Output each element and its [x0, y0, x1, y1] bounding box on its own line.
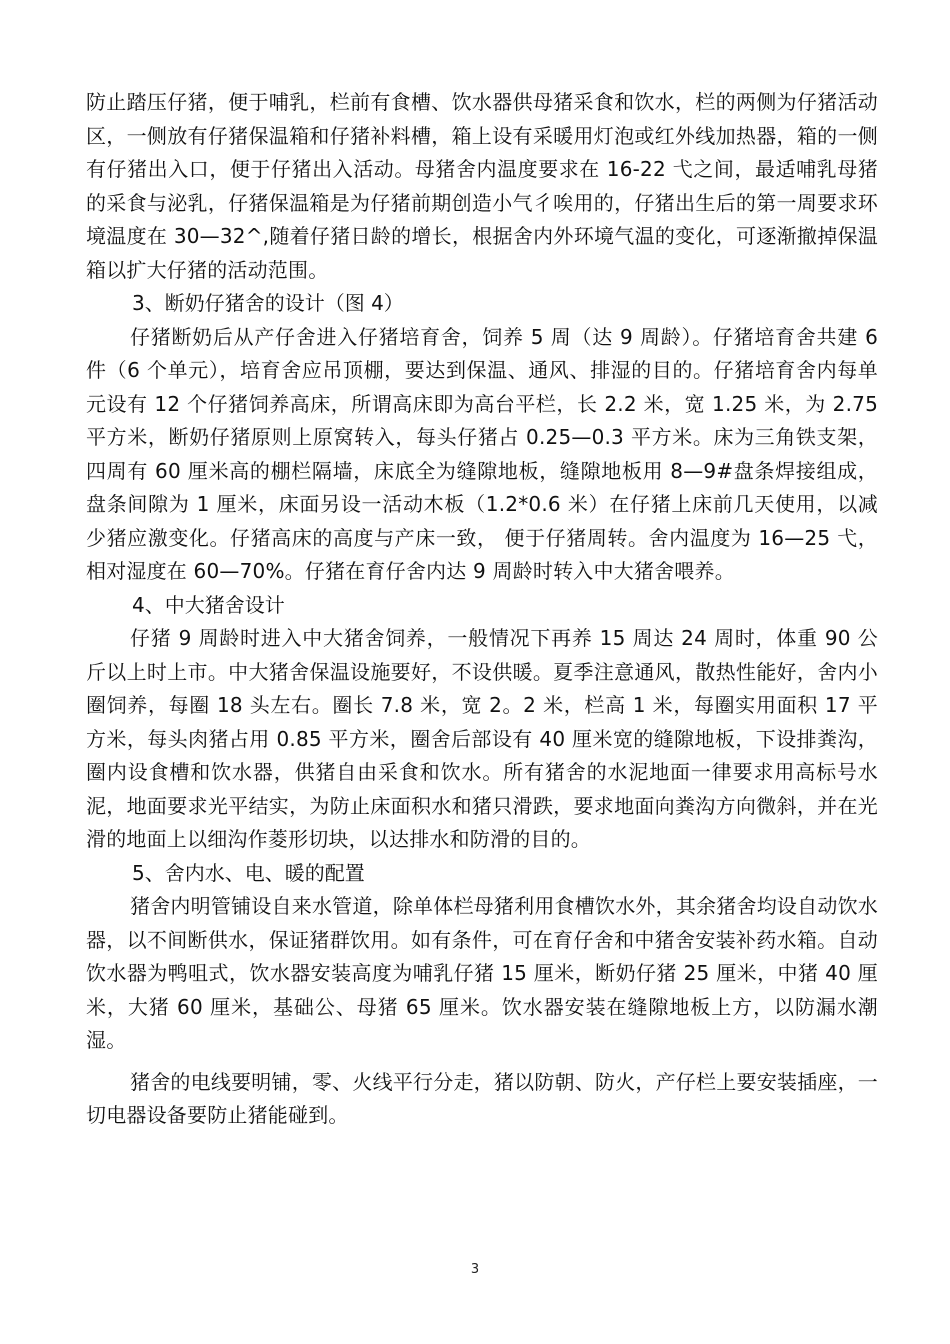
paragraph-farrowing-continued: 防止踏压仔猪，便于哺乳，栏前有食槽、饮水器供母猪采食和饮水，栏的两侧为仔猪活动区，一侧放有仔猪保温箱和仔猪补料槽，箱上设有采暖用灯泡或红外线加热器，箱的一侧有仔猪出入口，便于仔猪出入活动。母猪舍内温度要求在 16-22 弋之间，最适哺乳母猪的采食与泌乳，仔猪保温箱是为仔猪前期创造小气彳唉用的，仔猪出生后的第一周要求环境温度在 30—32^,随着仔猪日龄的增长，根据舍内外环境气温的变化，可逐渐撤掉保温箱以扩大仔猪的活动范围。	[86, 90, 878, 282]
document-body	[86, 86, 878, 1133]
paragraph-gap	[86, 1058, 878, 1066]
section-heading-finishing-house: 4、中大猪舍设计	[132, 592, 285, 617]
paragraph-electrical: 猪舍的电线要明铺，零、火线平行分走，猪以防朝、防火，产仔栏上要安装插座，一切电器设备要防止猪能碰到。	[86, 1069, 878, 1127]
section-heading-utilities: 5、舍内水、电、暖的配置	[132, 860, 365, 885]
page-number: 3	[470, 1262, 480, 1277]
paragraph-water-supply: 猪舍内明管铺设自来水管道，除单体栏母猪利用食槽饮水外，其余猪舍均设自动饮水器，以不间断供水，保证猪群饮用。如有条件，可在育仔舍和中猪舍安装补药水箱。自动饮水器为鸭咀式，饮水器安装高度为哺乳仔猪 15 厘米，断奶仔猪 25 厘米，中猪 40 厘米，大猪 60 厘米，基础公、母猪 65 厘米。饮水器安装在缝隙地板上方，以防漏水潮湿。	[86, 894, 878, 1052]
paragraph-finishing-house: 仔猪 9 周龄时进入中大猪舍饲养，一般情况下再养 15 周达 24 周时，体重 90 公斤以上时上市。中大猪舍保温设施要好，不设供暖。夏季注意通风，散热性能好，舍内小圈饲养，每圈 18 头左右。圈长 7.8 米，宽 2。2 米，栏高 1 米，每圈实用面积 17 平方米，每头肉猪占用 0.85 平方米，圈舍后部设有 40 厘米宽的缝隙地板，下设排粪沟，圈内设食槽和饮水器，供猪自由采食和饮水。所有猪舍的水泥地面一律要求用高标号水泥，地面要求光平结实，为防止床面积水和猪只滑跌，要求地面向粪沟方向微斜，并在光滑的地面上以细沟作菱形切块，以达排水和防滑的目的。	[86, 626, 878, 851]
paragraph-weaning-house: 仔猪断奶后从产仔舍进入仔猪培育舍，饲养 5 周（达 9 周龄）。仔猪培育舍共建 6 件（6 个单元），培育舍应吊顶棚，要达到保温、通风、排湿的目的。仔猪培育舍内每单元设有 12 个仔猪饲养高床，所谓高床即为高台平栏，长 2.2 米，宽 1.25 米，为 2.75 平方米，断奶仔猪原则上原窝转入，每头仔猪占 0.25—0.3 平方米。床为三角铁支架，四周有 60 厘米高的棚栏隔墙，床底全为缝隙地板，缝隙地板用 8—9#盘条焊接组成，盘条间隙为 1 厘米，床面另设一活动木板（1.2*0.6 米）在仔猪上床前几天使用，以减少猪应激变化。仔猪高床的高度与产床一致， 便于仔猪周转。舍内温度为 16—25 弋，相对湿度在 60—70%。仔猪在育仔舍内达 9 周龄时转入中大猪舍喂养。	[86, 324, 878, 583]
section-heading-weaning-house: 3、断奶仔猪舍的设计（图 4）	[132, 291, 404, 315]
